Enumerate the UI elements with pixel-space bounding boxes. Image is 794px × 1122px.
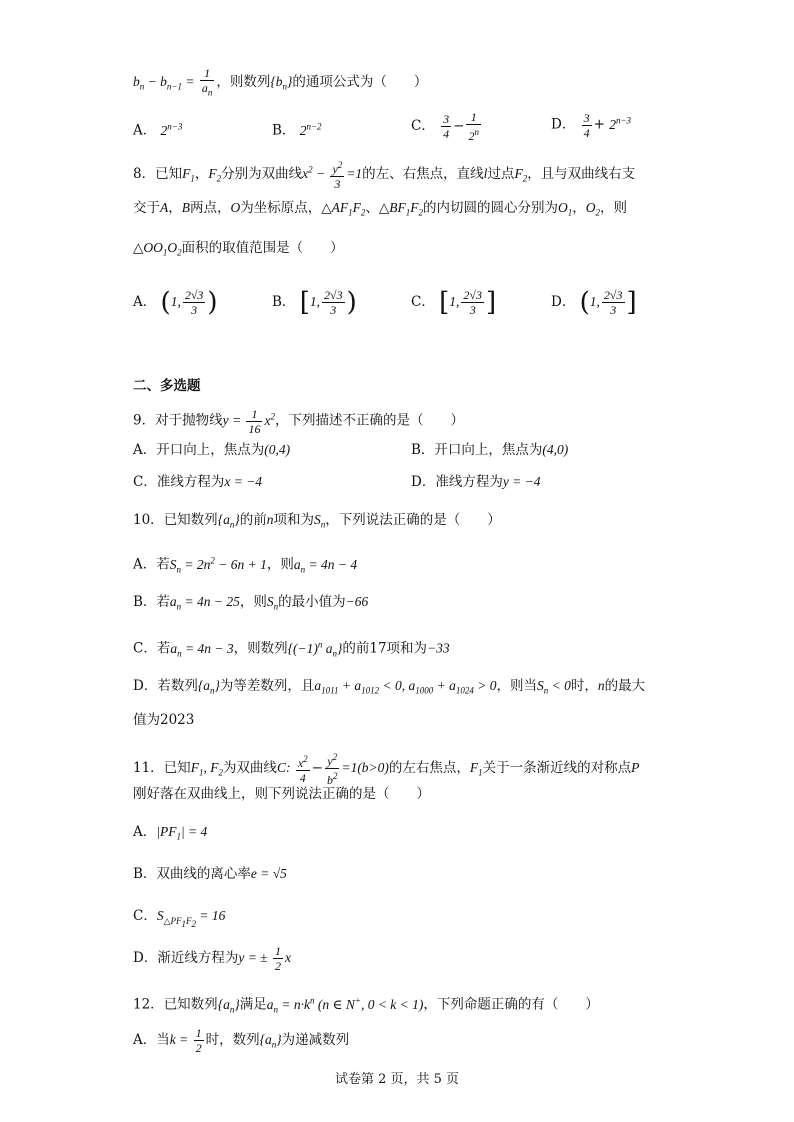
q11-text: 为双曲线 [222,760,277,776]
q8-text: 面积的取值范围是（ ） [181,240,344,256]
q8-text: 的内切圆的圆心分别为 [423,200,558,216]
option-label: C． [411,118,435,134]
q7-stem-text2: 的通项公式为（ ） [292,74,428,91]
option-math: (0,4) [264,442,291,457]
q11-stem-line2: 刚好落在双曲线上，则下列说法正确的是（ ） [133,786,430,802]
option-label: D． [411,474,436,490]
option-text: 的最小值为 [278,594,346,610]
q10-option-a[interactable]: A．若$S_n = 2n^2 - 6n + 1$，则$a_n = 4n - 4$ [133,555,358,575]
q7-option-d[interactable]: D． $\frac{3}{4}$ + $2^{n-3}$ [551,110,632,140]
q8-text: 过点 [487,166,515,182]
q11-option-b[interactable]: B．双曲线的离心率e = √5 [133,866,287,882]
option-label: A． [133,442,157,458]
q10-text: 已知数列 [163,512,218,528]
option-text: B．若 [133,594,170,610]
q8-line1: 8．已知$F_1$，$F_2$分别为双曲线$x^2$ − $\frac{y^2}{3}$ =1的左、右焦点，直线l过点$F_2$，且与双曲线右支 [133,160,636,191]
option-label: D． [551,116,576,133]
q12-text: 满足 [239,996,267,1013]
q12-option-a[interactable]: A．当k = $\frac{1}{2}$ 时，数列$\{a_n\}$为递减数列 [133,1026,350,1055]
option-label: A． [133,824,157,840]
q10-text: 的前 [239,512,267,528]
q9-option-a[interactable] [133,440,290,460]
option-label: B． [411,442,435,458]
q7-option-b[interactable]: B． $2^{n-2}$ [272,121,322,139]
option-text: B．双曲线的离心率 [133,866,251,882]
option-label: B． [272,294,296,310]
option-label: C． [133,474,157,490]
q10-option-b[interactable]: B．若$a_n = 4n - 25$，则$S_n$的最小值为−66 [133,594,369,612]
q11-stem: 11．已知$F_1$, $F_2$为双曲线C: $\frac{x^2}{4}$ − $\frac{y^2}{b^2}$ =1(b>0)的左右焦点，$F_1$关于一条渐近线的对称点P [133,752,640,787]
q8-text: ， [168,200,182,216]
option-text: ，则数列 [233,640,288,657]
q7-option-c[interactable]: C． $\frac{3}{4}$ − $\frac{1}{2^n}$ [411,110,479,143]
q8-text: 为坐标原点， [240,200,322,216]
option-math: x = −4 [224,474,263,489]
q8-text: ， [572,200,586,216]
q10-option-c[interactable]: C．若$a_n = 4n - 3$，则数列{$(-1)^n$ $a_n$}的前17项和为−33 [133,639,450,659]
q8-text: ，则 [600,200,627,216]
option-text: 开口向上，焦点为 [434,442,543,458]
option-text: A．若 [133,556,170,573]
option-math: y = −4 [502,474,541,489]
option-label: C． [133,908,157,924]
q12-text: ，下列命题正确的有（ ） [423,996,599,1013]
q8-text: ， [194,166,209,182]
option-label: B． [272,122,296,139]
option-value: −66 [345,594,369,609]
q8-option-d[interactable]: D． (1, $\frac{2√3}{3}$ ] [551,287,637,318]
option-text: 准线方程为 [435,474,503,490]
q12-text: 已知数列 [163,996,218,1013]
q9-option-c[interactable] [133,472,262,492]
q9-text: ，下列描述不正确的是（ ） [274,412,464,429]
option-text: 准线方程为 [156,474,225,490]
q8-option-b[interactable]: B． [1, $\frac{2√3}{3}$ ) [272,287,357,318]
q7-option-a[interactable]: A． $2^{n-3}$ [133,121,183,139]
option-label: A． [133,122,157,139]
q8-text: 交于 [133,200,160,216]
q7-stem: $b_n - b_{n-1}$ = $\frac{1}{a_n}$ ，则数列$\{b_n\}$的通项公式为（ ） [133,66,428,98]
option-label: A． [133,294,157,310]
option-text: C．若 [133,640,171,657]
option-text: 的前17项和为 [342,640,428,657]
q10-option-d[interactable]: D．若数列$\{a_n\}$为等差数列，且$a_{1011} + a_{1012} < 0$, $a_{1000} + a_{1024} > 0$，则当$S_n < 0$时，n的最大 [133,678,646,696]
q11-option-a[interactable]: A．$|PF_1| = 4$ [133,824,208,842]
section-title: 二、多选题 [133,378,201,394]
q10-text: 项和为 [273,512,314,528]
q7-stem-text: ，则数列 [216,74,271,91]
q8-option-a[interactable]: A． (1, $\frac{2√3}{3}$ ) [133,287,218,318]
option-text: 为递减数列 [281,1032,350,1048]
q8-text: ，且与双曲线右支 [527,166,636,182]
q10-option-d-line2: 值为2023 [133,712,195,728]
option-value: −33 [427,640,450,656]
q9-option-b[interactable] [411,440,568,460]
option-text: ，则 [266,556,294,573]
option-text: 时， [570,678,598,694]
q8-text: 、 [365,200,379,216]
q11-option-c[interactable]: C．$S_{\triangle PF_1F_2} = 16$ [133,908,226,929]
option-text: 时，数列 [205,1032,260,1048]
question-number: 12． [133,996,164,1013]
q8-line3: $\triangle OO_1O_2$面积的取值范围是（ ） [133,240,344,258]
q9-text: 对于抛物线 [155,412,223,429]
question-number: 8． [133,166,156,182]
q8-line2: 交于A，B两点，O为坐标原点，$\triangle AF_1F_2$、$\triangle BF_1F_2$的内切圆的圆心分别为$O_1$，$O_2$，则 [133,200,627,218]
q8-text: 的左、右焦点，直线 [362,166,484,182]
option-text: 为等差数列，且 [219,678,315,694]
question-number: 10． [133,512,164,528]
q8-text: 两点， [190,200,231,216]
q11-text: 的左右焦点， [388,760,470,776]
option-text: D．若数列 [133,678,198,694]
option-text: 开口向上，焦点为 [156,442,265,458]
q9-stem: 9．对于抛物线y = $\frac{1}{16}$ $x^2$，下列描述不正确的是（ ） [133,406,464,436]
q11-option-d[interactable]: D．渐近线方程为y = ± $\frac{1}{2}$ x [133,944,291,973]
question-number: 11． [133,760,164,776]
option-text: ，则 [239,594,267,610]
page-footer: 试卷第 2 页，共 5 页 [334,1072,460,1087]
question-number: 9． [133,412,156,429]
q11-text: 已知 [163,760,191,776]
option-text: ，则当 [496,678,537,694]
option-label: C． [411,294,435,310]
q9-option-d[interactable] [411,472,541,492]
option-label: D． [551,294,576,310]
q12-stem: 12．已知数列$\{a_n\}$满足$a_n = n\cdot k^n$ (n ∈ N+, 0 < k < 1)，下列命题正确的有（ ） [133,995,599,1015]
q11-text: 关于一条渐近线的对称点 [482,760,632,776]
option-text: A．当 [133,1032,170,1048]
q10-text: ，下列说法正确的是（ ） [325,512,501,528]
q8-option-c[interactable]: C． [1, $\frac{2√3}{3}$ ] [411,287,497,318]
option-text: D．渐近线方程为 [133,950,239,966]
option-math: (4,0) [542,442,569,457]
q8-text: 分别为双曲线 [221,166,303,182]
q8-text: 已知 [155,166,183,182]
q10-stem: 10．已知数列$\{a_n\}$的前n项和为$S_n$，下列说法正确的是（ ） [133,512,501,530]
option-text: 的最大 [604,678,646,694]
